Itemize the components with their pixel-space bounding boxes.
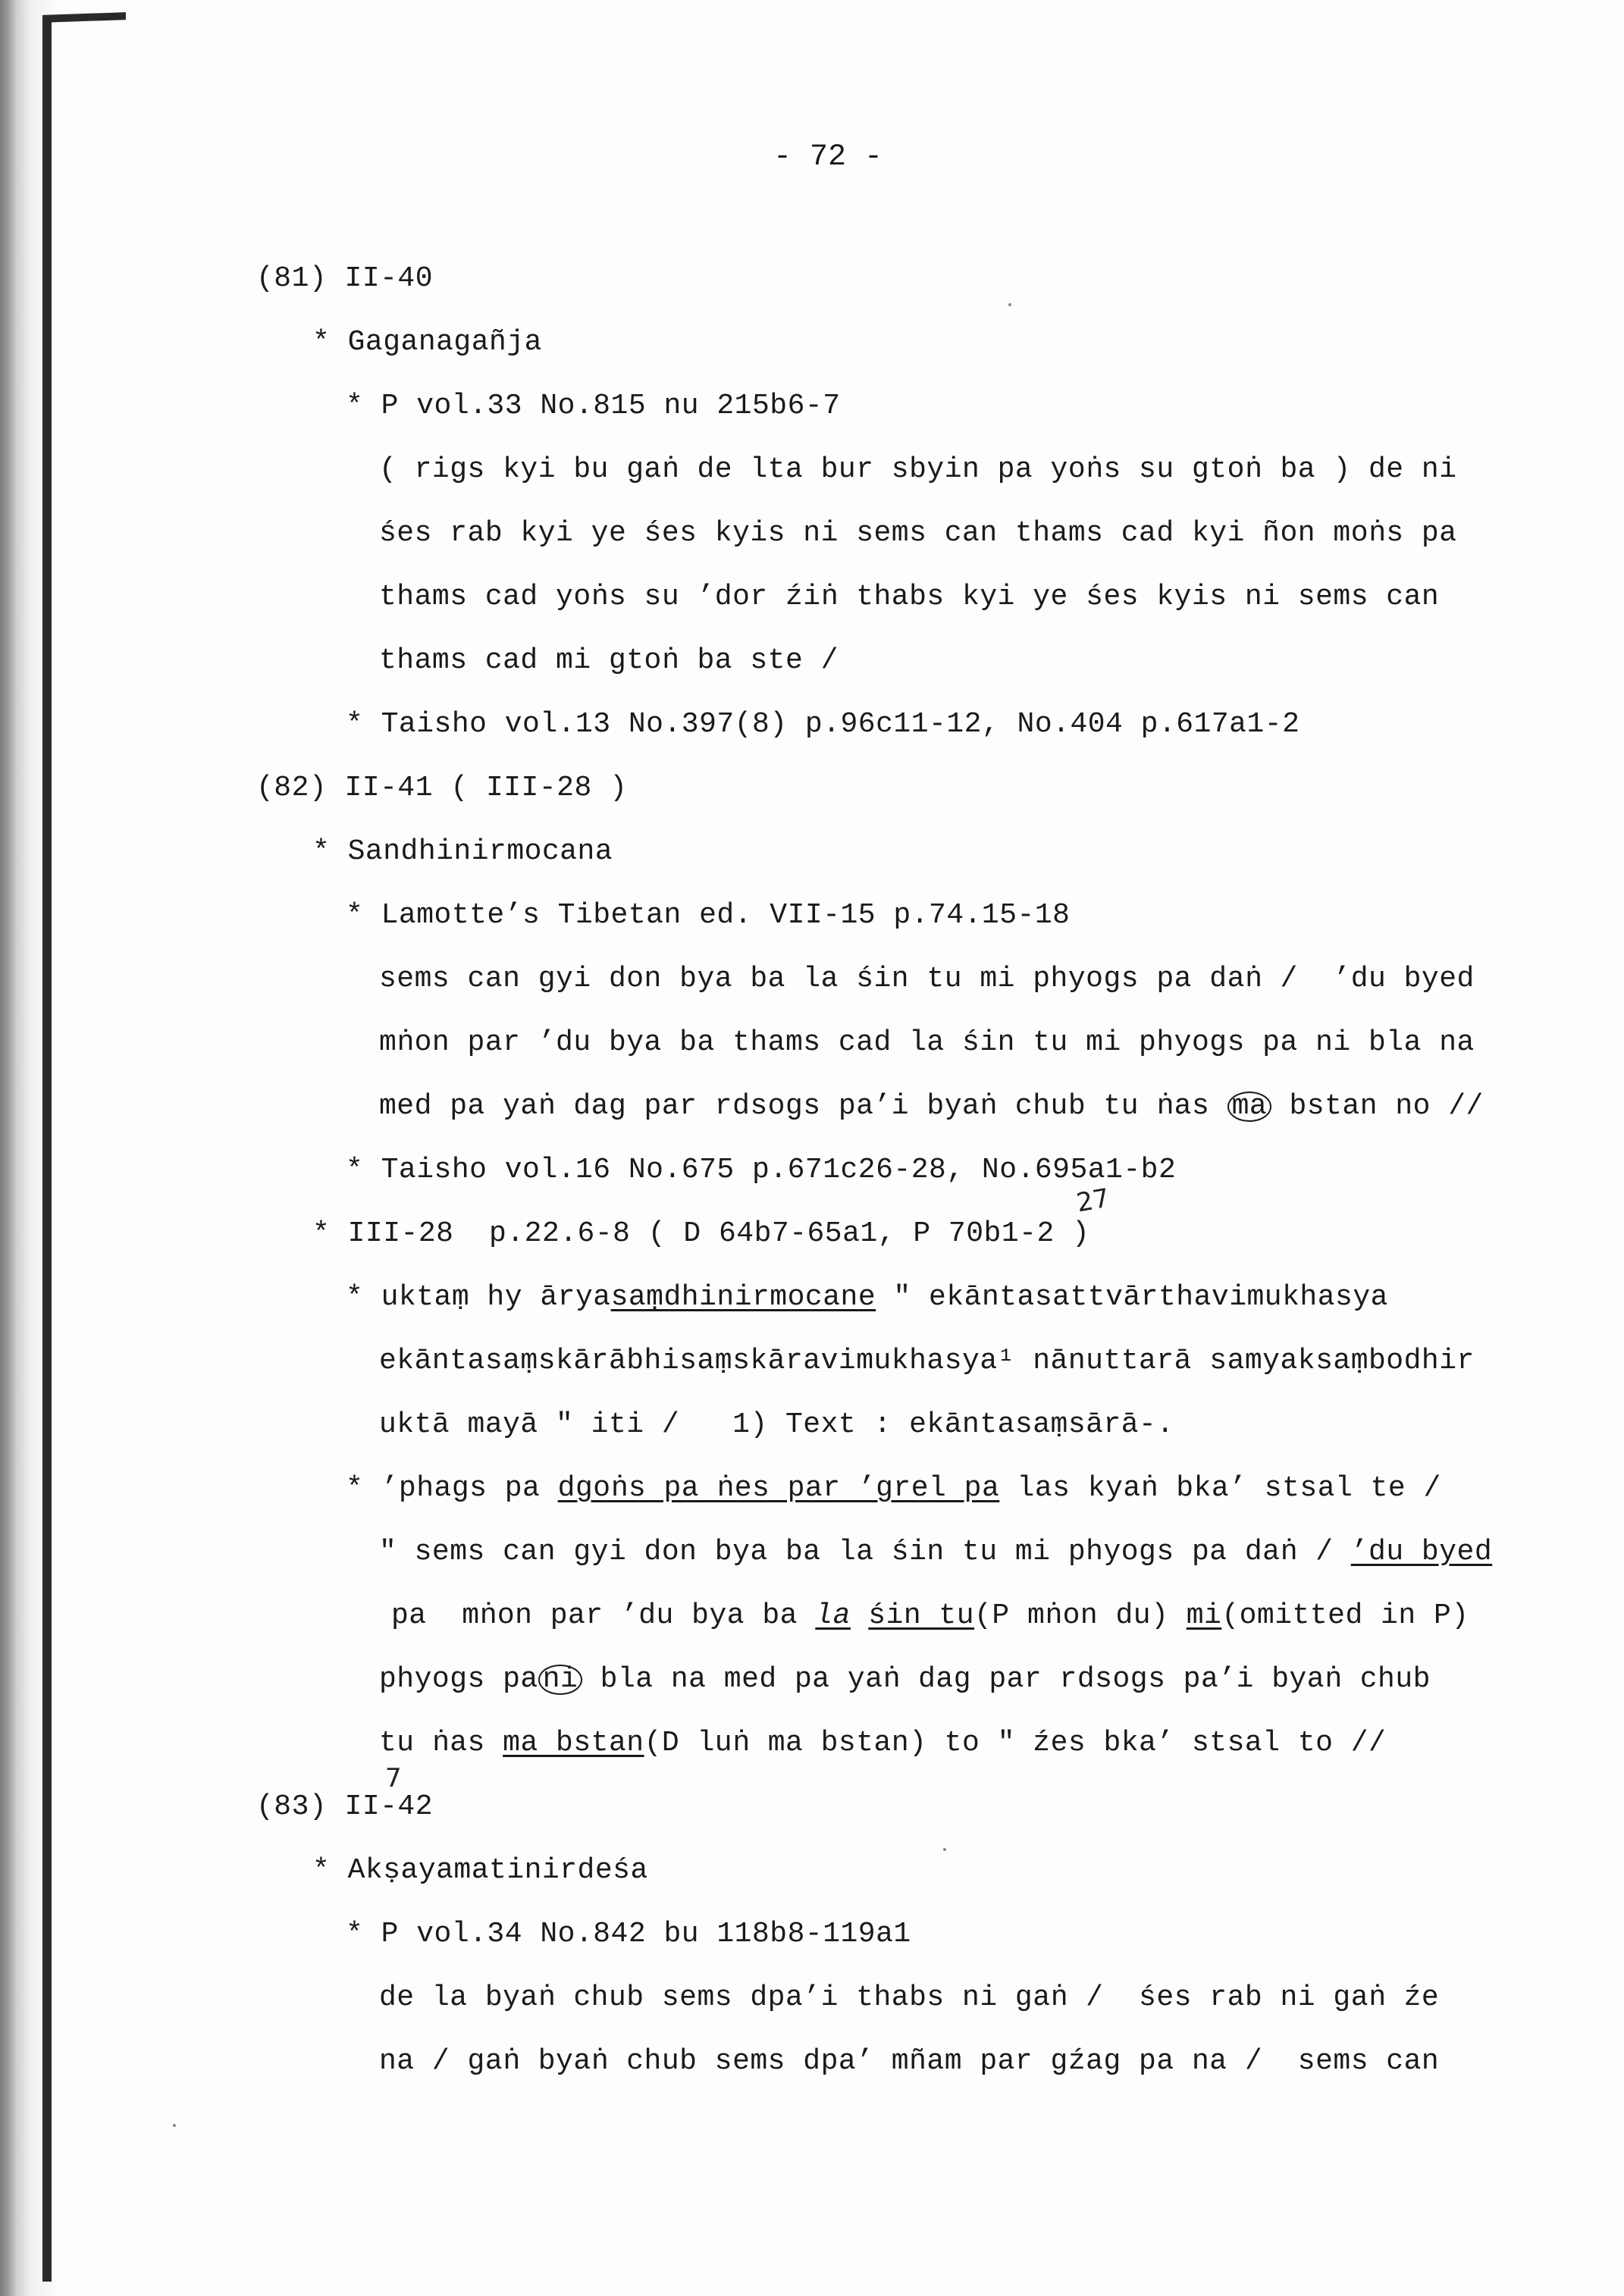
text-segment: pa mṅon par ’du bya ba (391, 1599, 816, 1632)
text-segment: (P mṅon du) (974, 1599, 1187, 1632)
entry-83-text-line: na / gaṅ byaṅ chub sems dpa’ mñam par gźag pa na / sems can (379, 2045, 1440, 2078)
entry-81-taisho: * Taisho vol.13 No.397(8) p.96c11-12, No.404 p.617a1-2 (346, 708, 1300, 741)
scan-speck (943, 1848, 946, 1851)
text-segment: (D luṅ ma bstan) to " źes bka’ stsal to // (644, 1727, 1387, 1759)
text-segment: med pa yaṅ dag par rdsogs pa’i byaṅ chub tu ṅas (379, 1090, 1227, 1123)
text-segment: (omitted in P) (1221, 1599, 1469, 1632)
entry-83-work: * Akṣayamatinirdeśa (312, 1854, 648, 1887)
entry-83-source: * P vol.34 No.842 bu 118b8-119a1 (346, 1918, 911, 1950)
page-number: - 72 - (773, 140, 883, 174)
text-segment: tu ṅas (379, 1727, 503, 1759)
handwritten-mark: 7 (385, 1763, 402, 1793)
circled-annotation: ma (1227, 1092, 1272, 1122)
entry-81-text-line: thams cad mi gtoṅ ba ste / (379, 644, 839, 677)
scan-binding-line (42, 15, 52, 2282)
text-segment: * ’phags pa (346, 1472, 558, 1505)
tibetan-line (379, 1663, 1431, 1696)
scan-speck (173, 2124, 176, 2127)
entry-81-text-line: ( rigs kyi bu gaṅ de lta bur sbyin pa yoṅs su gtoṅ ba ) de ni (379, 453, 1457, 486)
text-segment: " sems can gyi don bya ba la śin tu mi phyogs pa daṅ / (379, 1536, 1351, 1568)
struck-annotation: la (815, 1599, 851, 1632)
tibetan-line (391, 1599, 1469, 1633)
tibetan-line (346, 1472, 1441, 1505)
entry-81-heading: (81) II-40 (256, 262, 434, 295)
entry-82-text-line: sems can gyi don bya ba la śin tu mi phyogs pa daṅ / ’du byed (379, 963, 1475, 995)
entry-83-heading: (83) II-42 (256, 1790, 434, 1823)
entry-83-text-line: de la byaṅ chub sems dpa’i thabs ni gaṅ / śes rab ni gaṅ źe (379, 1981, 1440, 2014)
sanskrit-line (346, 1281, 1388, 1314)
sanskrit-line: ekāntasaṃskārābhisaṃskāravimukhasya¹ nānuttarā samyaksaṃbodhir (379, 1345, 1475, 1377)
entry-82-subsection: * III-28 p.22.6-8 ( D 64b7-65a1, P 70b1-2 ) (312, 1217, 1090, 1250)
scan-speck (1008, 303, 1011, 306)
tibetan-line (379, 1536, 1492, 1569)
entry-81-source: * P vol.33 No.815 nu 215b6-7 (346, 390, 841, 422)
tibetan-line (379, 1727, 1386, 1760)
underlined-text: ’du byed (1350, 1536, 1493, 1568)
sanskrit-line: uktā mayā " iti / 1) Text : ekāntasaṃsārā-. (379, 1408, 1174, 1441)
entry-82-work: * Sandhinirmocana (312, 835, 613, 868)
text-segment: las kyaṅ bka’ stsal te / (999, 1472, 1441, 1505)
underlined-title: dgoṅs pa ṅes par ’grel pa (557, 1472, 1000, 1505)
underlined-text: śin tu (868, 1599, 975, 1632)
text-segment: " ekāntasattvārthavimukhasya (876, 1281, 1388, 1314)
text-segment: phyogs pa (379, 1663, 538, 1696)
text-segment: * uktaṃ hy ārya (346, 1281, 611, 1314)
text-segment: bstan no // (1271, 1090, 1484, 1123)
entry-81-text-line: thams cad yoṅs su ’dor źiṅ thabs kyi ye śes kyis ni sems can (379, 581, 1440, 613)
entry-82-heading: (82) II-41 ( III-28 ) (256, 772, 628, 804)
underlined-title: saṃdhinirmocane (610, 1281, 876, 1314)
entry-82-taisho: * Taisho vol.16 No.675 p.671c26-28, No.695a1-b2 (346, 1154, 1177, 1186)
circled-annotation: ni (538, 1665, 583, 1695)
handwritten-mark: 27 (1074, 1182, 1112, 1219)
entry-82-text-line (379, 1090, 1484, 1123)
entry-82-text-line: mṅon par ’du bya ba thams cad la śin tu mi phyogs pa ni bla na (379, 1026, 1475, 1059)
underlined-text: mi (1186, 1599, 1222, 1632)
entry-81-text-line: śes rab kyi ye śes kyis ni sems can thams cad kyi ñon moṅs pa (379, 517, 1457, 550)
entry-82-source: * Lamotte’s Tibetan ed. VII-15 p.74.15-18 (346, 899, 1071, 932)
underlined-text: ma bstan (503, 1727, 644, 1759)
text-segment: bla na med pa yaṅ dag par rdsogs pa’i byaṅ chub (582, 1663, 1431, 1696)
entry-81-work: * Gaganagañja (312, 326, 542, 359)
